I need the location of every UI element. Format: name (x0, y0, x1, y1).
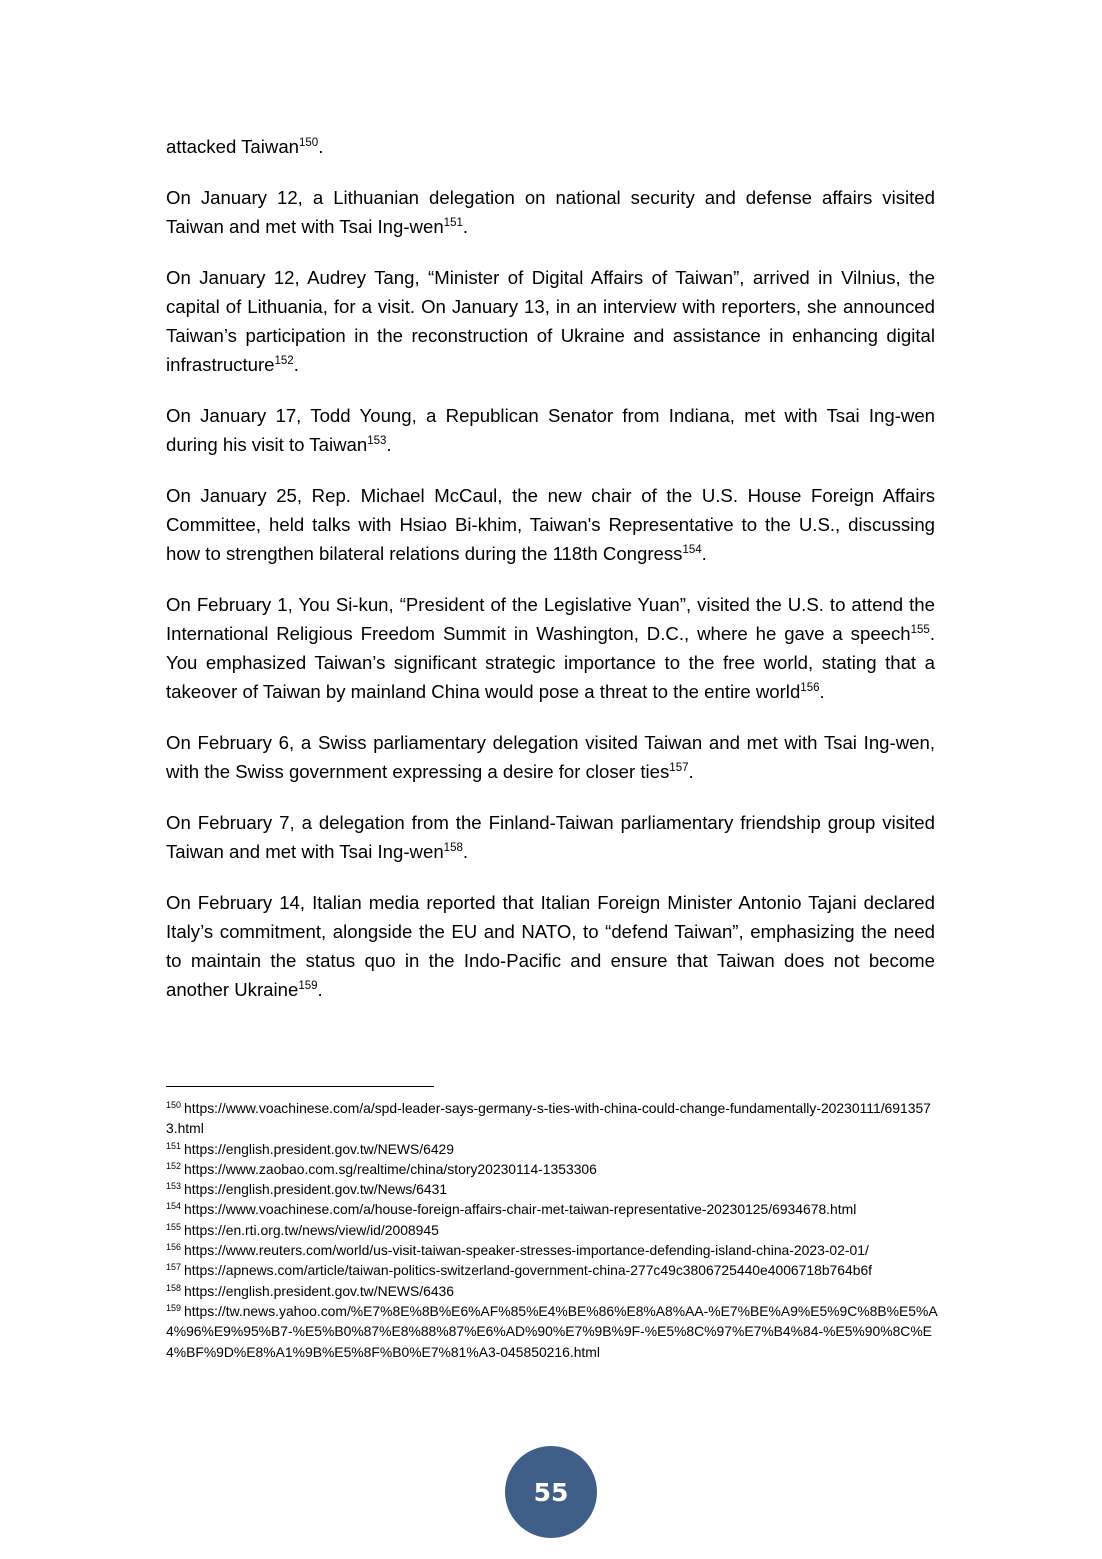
footnote-150 (166, 1098, 942, 1139)
footnote-link[interactable]: https://www.reuters.com/world/us-visit-taiwan-speaker-stresses-importance-defending-island-china-2023-02-01/ (184, 1242, 869, 1259)
footnote-ref-158[interactable]: 158 (443, 842, 463, 854)
footnote-number: 159 (166, 1302, 182, 1313)
footnote-number: 155 (166, 1221, 182, 1232)
footnote-divider (166, 1086, 434, 1087)
footnote-link[interactable]: https://apnews.com/article/taiwan-politics-switzerland-government-china-277c49c3806725440e4006718b764b6f (184, 1262, 873, 1279)
paragraph-4: On January 17, Todd Young, a Republican Senator from Indiana, met with Tsai Ing-wen during his visit to Taiwan$^{153}$. (166, 405, 935, 455)
footnote-number: 152 (166, 1160, 182, 1171)
footnote-155 (166, 1220, 942, 1240)
footnote-link[interactable]: https://english.president.gov.tw/News/6431 (184, 1181, 448, 1198)
footnote-number: 156 (166, 1242, 182, 1253)
footnote-link[interactable]: https://en.rti.org.tw/news/view/id/2008945 (184, 1221, 439, 1238)
footnote-153 (166, 1179, 942, 1199)
footnote-158 (166, 1281, 942, 1301)
footnote-number: 158 (166, 1282, 182, 1293)
footnote-number: 150 (166, 1100, 182, 1110)
footnote-ref-157[interactable]: 157 (669, 762, 689, 774)
page-number-badge (505, 1446, 597, 1538)
footnote-157 (166, 1260, 942, 1280)
paragraph-6: On February 1, You Si-kun, “President of the Legislative Yuan”, visited the U.S. to attend the International Religious Freedom Summit in Washington, D.C., where he gave a speech$^{155}$. You emphasized Taiwan’s significant strategic importance to the free world, stating that a takeover of Taiwan by mainland China would pose a threat to the entire world$^{156}$. (166, 594, 935, 702)
footnote-ref-159[interactable]: 159 (298, 980, 318, 992)
paragraph-5: On January 25, Rep. Michael McCaul, the new chair of the U.S. House Foreign Affairs Committee, held talks with Hsiao Bi-khim, Taiwan's Representative to the U.S., discussing how to strengthen bilateral relations during the 118th Congress$^{154}$. (166, 485, 935, 564)
footnote-152 (166, 1159, 942, 1179)
footnote-ref-155[interactable]: 155 (910, 624, 930, 636)
footnote-156 (166, 1240, 942, 1260)
paragraph-9: On February 14, Italian media reported that Italian Foreign Minister Antonio Tajani declared Italy’s commitment, alongside the EU and NATO, to “defend Taiwan”, emphasizing the need to maintain the status quo in the Indo-Pacific and ensure that Taiwan does not become another Ukraine$^{159}$. (166, 892, 935, 1000)
footnote-151 (166, 1139, 942, 1159)
footnote-ref-152[interactable]: 152 (274, 355, 294, 367)
footnote-link[interactable]: https://tw.news.yahoo.com/%E7%8E%8B%E6%AF%85%E4%BE%86%E8%A8%AA-%E7%BE%A9%E5%9C%8B%E5%A4%96%E9%95%B7-%E5%B0%87%E8%88%87%E6%AD%90%E7%9B%9F-%E5%8C%97%E7%B4%84-%E5%90%8C%E4%BF%9D%E8%A1%9B%E5%8F%B0%E7%81%A3-045850216.html (166, 1302, 938, 1360)
footnote-link[interactable]: https://www.zaobao.com.sg/realtime/china/story20230114-1353306 (184, 1160, 597, 1177)
footnote-number: 153 (166, 1181, 182, 1192)
footnote-link[interactable]: https://english.president.gov.tw/NEWS/6436 (184, 1282, 455, 1299)
footnote-ref-154[interactable]: 154 (682, 544, 702, 556)
paragraph-7: On February 6, a Swiss parliamentary delegation visited Taiwan and met with Tsai Ing-wen, with the Swiss government expressing a desire for closer ties$^{157}$. (166, 732, 935, 782)
footnote-link[interactable]: https://english.president.gov.tw/NEWS/6429 (184, 1140, 455, 1157)
footnote-154 (166, 1199, 942, 1219)
paragraph-8: On February 7, a delegation from the Finland-Taiwan parliamentary friendship group visited Taiwan and met with Tsai Ing-wen$^{158}$. (166, 812, 935, 862)
footnote-number: 154 (166, 1201, 182, 1212)
footnote-number: 151 (166, 1140, 182, 1151)
footnotes (166, 1098, 942, 1362)
footnote-link[interactable]: https://www.voachinese.com/a/spd-leader-says-germany-s-ties-with-china-could-change-fundamentally-20230111/6913573.html (166, 1100, 931, 1137)
footnote-link[interactable]: https://www.voachinese.com/a/house-foreign-affairs-chair-met-taiwan-representative-20230125/6934678.html (184, 1201, 857, 1218)
paragraph-1: attacked Taiwan$^{150}$. (166, 136, 324, 157)
footnote-ref-153[interactable]: 153 (367, 435, 387, 447)
footnote-number: 157 (166, 1262, 182, 1273)
footnote-ref-151[interactable]: 151 (443, 217, 463, 229)
footnote-ref-156[interactable]: 156 (800, 682, 820, 694)
footnote-159 (166, 1301, 942, 1362)
paragraph-2: On January 12, a Lithuanian delegation on national security and defense affairs visited Taiwan and met with Tsai Ing-wen$^{151}$. (166, 187, 935, 237)
page-number: 55 (533, 1477, 569, 1507)
paragraph-3: On January 12, Audrey Tang, “Minister of Digital Affairs of Taiwan”, arrived in Vilnius, the capital of Lithuania, for a visit. On January 13, in an interview with reporters, she announced Taiwan’s participation in the reconstruction of Ukraine and assistance in enhancing digital infrastructure$^{152}$. (166, 267, 935, 375)
footnote-ref-150[interactable]: 150 (299, 137, 319, 149)
body-text (166, 132, 935, 1026)
